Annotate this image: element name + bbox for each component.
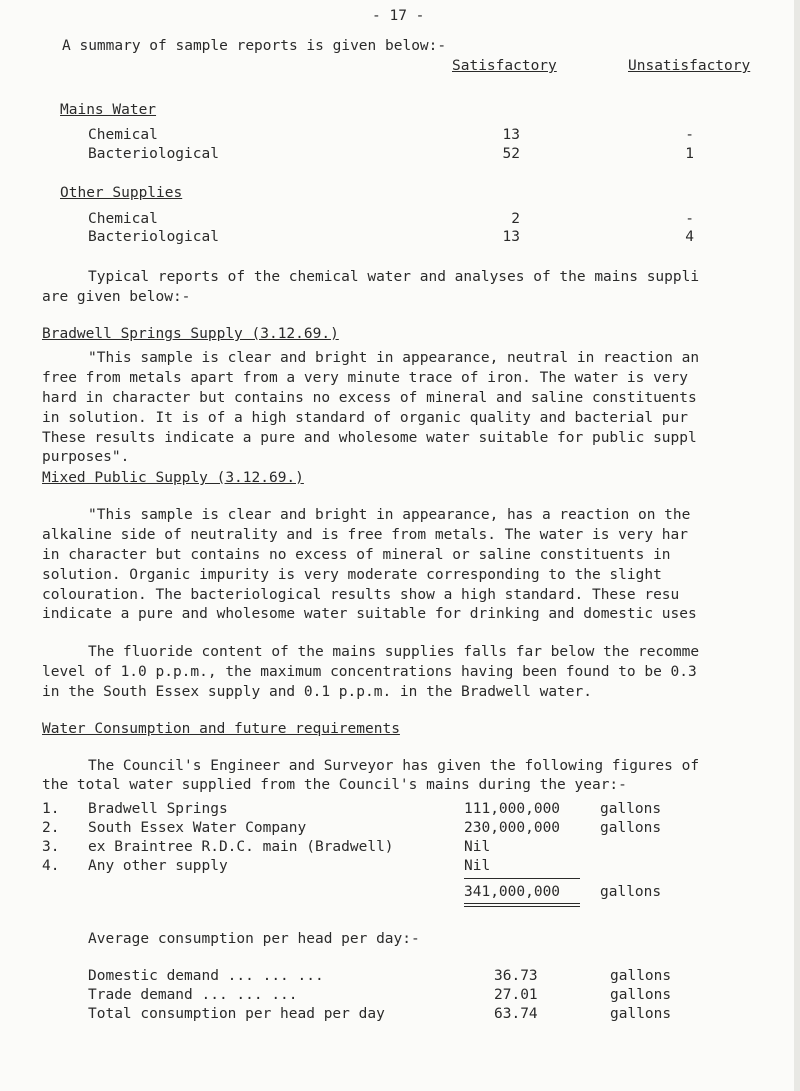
fluoride-line: The fluoride content of the mains supplies falls far below the recomme [88,644,700,660]
total-amount: 341,000,000 [464,884,561,900]
total-unit: gallons [600,884,662,900]
bradwell-line: free from metals apart from a very minute trace of iron. The water is very [42,370,689,386]
source-num: 3. [42,839,60,855]
mixed-line: solution. Organic impurity is very moderate corresponding to the slight [42,567,662,583]
source-label: Any other supply [88,858,228,874]
page-edge-shadow [794,0,800,1091]
average-label: Trade demand ... ... ... [88,987,298,1003]
other-chemical-label: Chemical [88,211,158,227]
bradwell-line: hard in character but contains no excess of mineral and saline constituents [42,390,697,406]
consumption-intro-2: the total water supplied from the Council's mains during the year:- [42,777,627,793]
bradwell-line: "This sample is clear and bright in appearance, neutral in reaction an [88,350,700,366]
source-amount: Nil [464,839,491,855]
mains-bacteriological-satisfactory: 52 [502,146,520,162]
average-unit: gallons [610,1006,672,1022]
bradwell-line: in solution. It is of a high standard of organic quality and bacterial pur [42,410,689,426]
source-amount: Nil [464,858,491,874]
mixed-line: alkaline side of neutrality and is free from metals. The water is very har [42,527,689,543]
bradwell-heading: Bradwell Springs Supply (3.12.69.) [42,326,339,342]
intro-line: A summary of sample reports is given below:- [62,38,447,54]
mains-bacteriological-label: Bacteriological [88,146,219,162]
total-rule [464,903,580,904]
other-bacteriological-unsatisfactory: 4 [685,229,694,245]
other-heading: Other Supplies [60,185,183,201]
mixed-line: "This sample is clear and bright in appearance, has a reaction on the [88,507,691,523]
average-value: 36.73 [494,968,538,984]
mixed-line: in character but contains no excess of mineral or saline constituents in [42,547,671,563]
other-chemical-satisfactory: 2 [511,211,520,227]
sum-rule [464,878,580,879]
source-amount: 230,000,000 [464,820,561,836]
typical-line-2: are given below:- [42,289,191,305]
source-unit: gallons [600,801,662,817]
other-chemical-unsatisfactory: - [685,211,694,227]
mixed-heading: Mixed Public Supply (3.12.69.) [42,470,304,486]
mains-chemical-label: Chemical [88,127,158,143]
page-number: - 17 - [372,8,425,24]
col-header-satisfactory: Satisfactory [452,58,557,74]
average-value: 63.74 [494,1006,538,1022]
source-label: Bradwell Springs [88,801,228,817]
source-unit: gallons [600,820,662,836]
average-label: Domestic demand ... ... ... [88,968,324,984]
mains-chemical-satisfactory: 13 [502,127,520,143]
bradwell-line: purposes". [42,449,130,465]
fluoride-line: in the South Essex supply and 0.1 p.p.m. in the Bradwell water. [42,684,592,700]
source-label: South Essex Water Company [88,820,307,836]
source-num: 1. [42,801,60,817]
source-amount: 111,000,000 [464,801,561,817]
mains-chemical-unsatisfactory: - [685,127,694,143]
typical-line-1: Typical reports of the chemical water and analyses of the mains suppli [88,269,700,285]
source-label: ex Braintree R.D.C. main (Bradwell) [88,839,394,855]
other-bacteriological-label: Bacteriological [88,229,219,245]
average-label: Total consumption per head per day [88,1006,385,1022]
consumption-heading: Water Consumption and future requirements [42,721,400,737]
source-num: 4. [42,858,60,874]
mains-heading: Mains Water [60,102,157,118]
mixed-line: indicate a pure and wholesome water suitable for drinking and domestic uses [42,606,697,622]
source-num: 2. [42,820,60,836]
average-unit: gallons [610,987,672,1003]
col-header-unsatisfactory: Unsatisfactory [628,58,751,74]
other-bacteriological-satisfactory: 13 [502,229,520,245]
bradwell-line: These results indicate a pure and wholesome water suitable for public suppl [42,430,697,446]
consumption-intro-1: The Council's Engineer and Surveyor has given the following figures of [88,758,700,774]
average-unit: gallons [610,968,672,984]
mains-bacteriological-unsatisfactory: 1 [685,146,694,162]
average-heading: Average consumption per head per day:- [88,931,420,947]
total-double-rule [464,906,580,907]
mixed-line: colouration. The bacteriological results show a high standard. These resu [42,587,680,603]
fluoride-line: level of 1.0 p.p.m., the maximum concentrations having been found to be 0.3 [42,664,697,680]
average-value: 27.01 [494,987,538,1003]
